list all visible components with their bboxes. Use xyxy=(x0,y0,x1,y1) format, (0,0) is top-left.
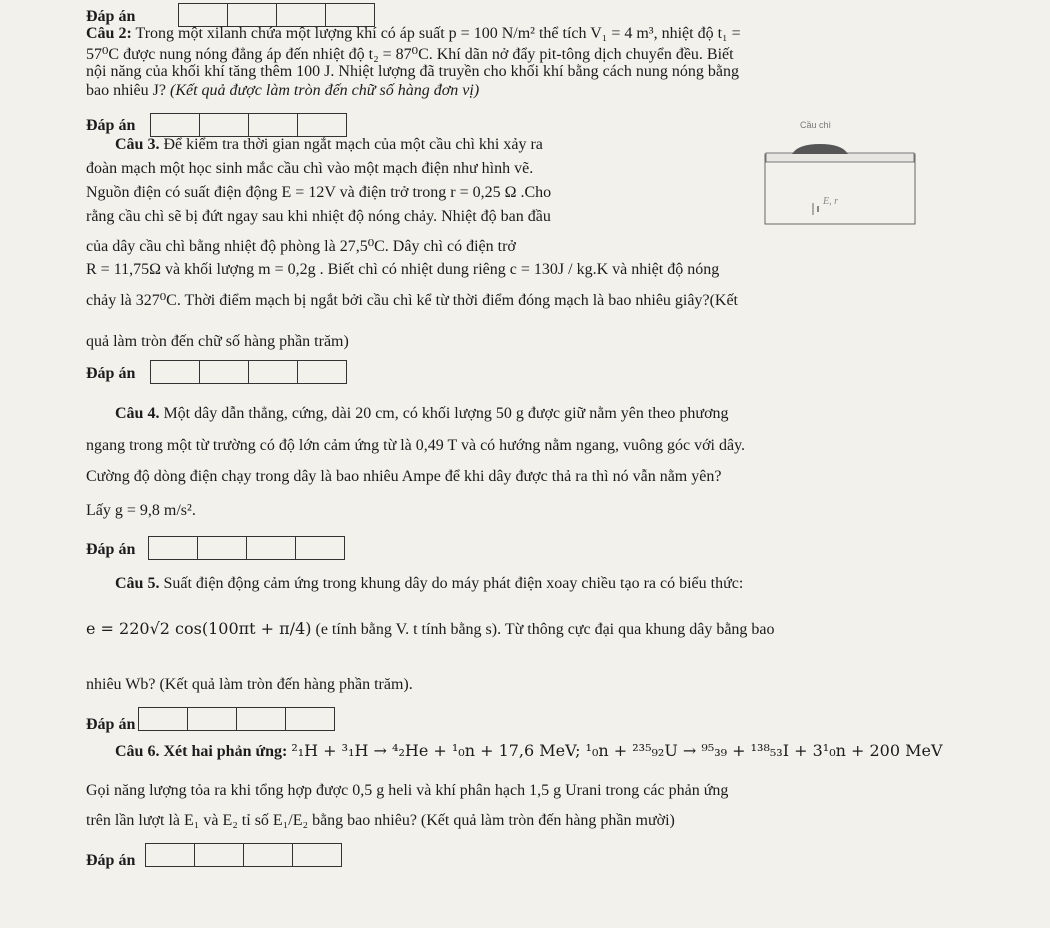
q5-line-2 xyxy=(86,619,775,639)
q6-answer-label: Đáp án xyxy=(86,852,136,869)
q4-answer-label: Đáp án xyxy=(86,541,136,558)
q3-circuit-figure xyxy=(760,120,950,229)
question-number: Câu 4. xyxy=(115,405,160,422)
source-label: E, r xyxy=(823,196,838,207)
q2-line-1: Câu 2: Trong một xilanh chứa một lượng khí có áp suất p = 100 N/m² thể tích V₁ = 4 m³, nhiệt độ t₁ = xyxy=(86,25,741,42)
q5-answer-boxes[interactable] xyxy=(138,707,335,731)
circuit-diagram xyxy=(760,124,950,229)
q6-answer-boxes[interactable] xyxy=(145,843,342,867)
q2-line-3: nội năng của khối khí tăng thêm 100 J. Nhiệt lượng đã truyền cho khối khí bằng cách nung nóng bằng xyxy=(86,63,740,80)
q6-line-1-head: Câu 6. Xét hai phản ứng: xyxy=(115,743,292,760)
question-number: Câu 3. xyxy=(115,136,160,153)
q3-line-3: Nguồn điện có suất điện động E = 12V và điện trở trong r = 0,25 Ω .Cho xyxy=(86,184,552,201)
q3-line-4: rằng cầu chì sẽ bị đứt ngay sau khi nhiệt độ nóng chảy. Nhiệt độ ban đầu xyxy=(86,208,551,225)
q2-line-2: 57⁰C được nung nóng đẳng áp đến nhiệt độ t₂ = 87⁰C. Khí dãn nở đẩy pit-tông dịch chuyển đều. Biết xyxy=(86,46,734,63)
q3-line-1: Câu 3. Để kiểm tra thời gian ngắt mạch của một cầu chì khi xảy ra xyxy=(115,136,543,153)
q5-line-3: nhiêu Wb? (Kết quả làm tròn đến hàng phần trăm). xyxy=(86,676,413,693)
q3-line-5: của dây cầu chì bằng nhiệt độ phòng là 27,5⁰C. Dây chì có điện trở xyxy=(86,238,516,255)
q3-line-8: quả làm tròn đến chữ số hàng phần trăm) xyxy=(86,333,349,350)
q5-answer-label: Đáp án xyxy=(86,716,136,733)
q4-line-2: ngang trong một từ trường có độ lớn cảm ứng từ là 0,49 T và có hướng nằm ngang, vuông góc với dây. xyxy=(86,437,746,454)
q3-answer-label: Đáp án xyxy=(86,365,136,382)
q5-formula-tail: (e tính bằng V. t tính bằng s). Từ thông cực đại qua khung dây bằng bao xyxy=(315,621,775,638)
q2-line-4-text: bao nhiêu J? xyxy=(86,82,170,99)
q6-reactions: ²₁H + ³₁H → ⁴₂He + ¹₀n + 17,6 MeV; ¹₀n + ²³⁵₉₂U → ⁹⁵₃₉ + ¹³⁸₅₃I + 3¹₀n + 200 MeV xyxy=(291,741,943,760)
q4-answer-boxes[interactable] xyxy=(148,536,345,560)
q3-answer-boxes[interactable] xyxy=(150,360,347,384)
q4-line-3: Cường độ dòng điện chạy trong dây là bao nhiêu Ampe để khi dây được thả ra thì nó vẫn nằm yên? xyxy=(86,468,722,485)
q3-line-6: R = 11,75Ω và khối lượng m = 0,2g . Biết chì có nhiệt dung riêng c = 130J / kg.K và nhiệt độ nóng xyxy=(86,261,720,278)
q4-line-1: Câu 4. Một dây dẫn thẳng, cứng, dài 20 cm, có khối lượng 50 g được giữ nằm yên theo phương xyxy=(115,405,729,422)
q6-line-3: trên lần lượt là E₁ và E₂ tỉ số E₁/E₂ bằng bao nhiêu? (Kết quả làm tròn đến hàng phần mười) xyxy=(86,812,675,829)
q2-answer-boxes[interactable] xyxy=(150,113,347,137)
fuse-icon xyxy=(792,144,848,154)
q5-formula: e = 220√2 cos(100πt + π/4) xyxy=(86,619,312,638)
q1-answer-label: Đáp án xyxy=(86,8,136,25)
q4-line-4: Lấy g = 9,8 m/s². xyxy=(86,502,196,519)
q3-line-7: chảy là 327⁰C. Thời điểm mạch bị ngắt bởi cầu chì kể từ thời điểm đóng mạch là bao nhiêu giây?(Kết xyxy=(86,292,738,309)
q5-line-1: Câu 5. Suất điện động cảm ứng trong khung dây do máy phát điện xoay chiều tạo ra có biểu thức: xyxy=(115,575,744,592)
q1-answer-boxes[interactable] xyxy=(178,3,375,27)
question-number: Câu 5. xyxy=(115,575,160,592)
q2-answer-label: Đáp án xyxy=(86,117,136,134)
question-number: Câu 2: xyxy=(86,25,132,42)
q2-line-4-note: (Kết quả được làm tròn đến chữ số hàng đơn vị) xyxy=(169,82,480,99)
q6-line-2: Gọi năng lượng tỏa ra khi tổng hợp được 0,5 g heli và khí phân hạch 1,5 g Urani trong các phản ứng xyxy=(86,782,729,799)
fuse-label: Cầu chì xyxy=(800,120,832,130)
q2-line-4 xyxy=(86,82,479,100)
q3-line-2: đoàn mạch một học sinh mắc cầu chì vào một mạch điện như hình vẽ. xyxy=(86,160,534,177)
q6-line-1 xyxy=(115,741,943,761)
